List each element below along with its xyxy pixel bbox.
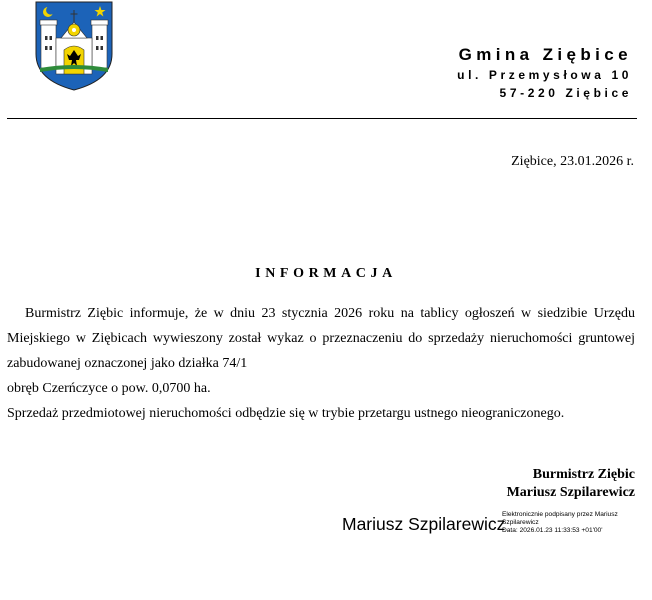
document-date: Ziębice, 23.01.2026 r. [511,154,634,169]
municipality-street: ul. Przemysłowa 10 [457,68,632,82]
paragraph-1-end: obręb Czerńczyce o pow. 0,0700 ha. [7,381,211,396]
municipality-name: Gmina Ziębice [458,45,632,64]
esignature-details [502,511,648,535]
paragraph-1: Burmistrz Ziębic informuje, że w dniu 23 stycznia 2026 roku na tablicy ogłoszeń w siedzibie Urzędu Miejskiego w Ziębicach wywieszony został wykaz o przeznaczeniu do sprzedaży nieruchomości gruntowej zabudowanej oznaczonej jako działka 74/1 [7,306,635,371]
document-title: INFORMACJA [255,266,397,281]
letterhead [457,44,632,102]
esignature-line-3: Data: 2026.01.23 11:33:53 +01'00' [502,527,603,534]
signature-block [507,466,635,502]
paragraph-2: Sprzedaż przedmiotowej nieruchomości odbędzie się w trybie przetargu ustnego nieograniczonego. [7,406,565,421]
document-body [7,301,635,426]
signer-name: Mariusz Szpilarewicz [506,485,635,500]
esignature-line-2: Szpilarewicz [502,519,539,526]
electronic-signature [338,506,648,546]
signer-title: Burmistrz Ziębic [532,467,635,482]
ziebice-coat-of-arms-icon [34,0,114,92]
municipality-postal: 57-220 Ziębice [499,86,632,100]
esignature-line-1: Elektronicznie podpisany przez Mariusz [502,511,618,518]
header-divider [7,118,637,119]
esignature-name: Mariusz Szpilarewicz [342,514,506,534]
